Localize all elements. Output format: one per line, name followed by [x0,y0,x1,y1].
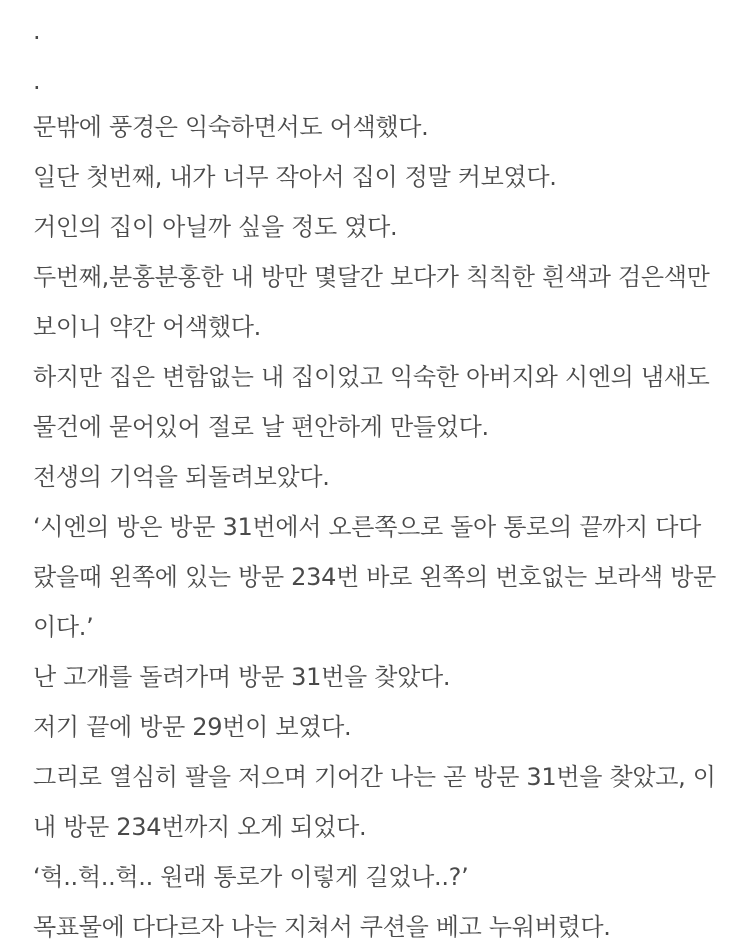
text-line: 목표물에 다다르자 나는 지쳐서 쿠션을 베고 누워버렸다. [33,913,611,940]
text-line: 내 방문 234번까지 오게 되었다. [33,813,367,841]
text-line: 두번째,분홍분홍한 내 방만 몇달간 보다가 칙칙한 흰색과 검은색만 [33,263,710,291]
text-line: 이다.’ [33,613,94,641]
text-line: 문밖에 풍경은 익숙하면서도 어색했다. [33,113,429,141]
text-line: ‘헉..헉..헉.. 원래 통로가 이렇게 길었나..?’ [33,863,469,891]
text-line: 하지만 집은 변함없는 내 집이었고 익숙한 아버지와 시엔의 냄새도 [33,363,710,391]
text-line: . [33,67,41,95]
text-line: 랐을때 왼쪽에 있는 방문 234번 바로 왼쪽의 번호없는 보라색 방문 [33,563,716,591]
text-line: . [33,17,41,45]
text-line: 전생의 기억을 되돌려보았다. [33,463,330,491]
text-line: 거인의 집이 아닐까 싶을 정도 였다. [33,213,398,241]
text-line: 보이니 약간 어색했다. [33,313,261,341]
text-line: 난 고개를 돌려가며 방문 31번을 찾았다. [33,663,451,691]
text-line: 물건에 묻어있어 절로 날 편안하게 만들었다. [33,413,489,441]
text-line: 그리로 열심히 팔을 저으며 기어간 나는 곧 방문 31번을 찾았고, 이 [33,763,716,791]
text-line: ‘시엔의 방은 방문 31번에서 오른쪽으로 돌아 통로의 끝까지 다다 [33,513,701,541]
text-line: 저기 끝에 방문 29번이 보였다. [33,713,352,741]
text-line: 일단 첫번째, 내가 너무 작아서 집이 정말 커보였다. [33,163,557,191]
